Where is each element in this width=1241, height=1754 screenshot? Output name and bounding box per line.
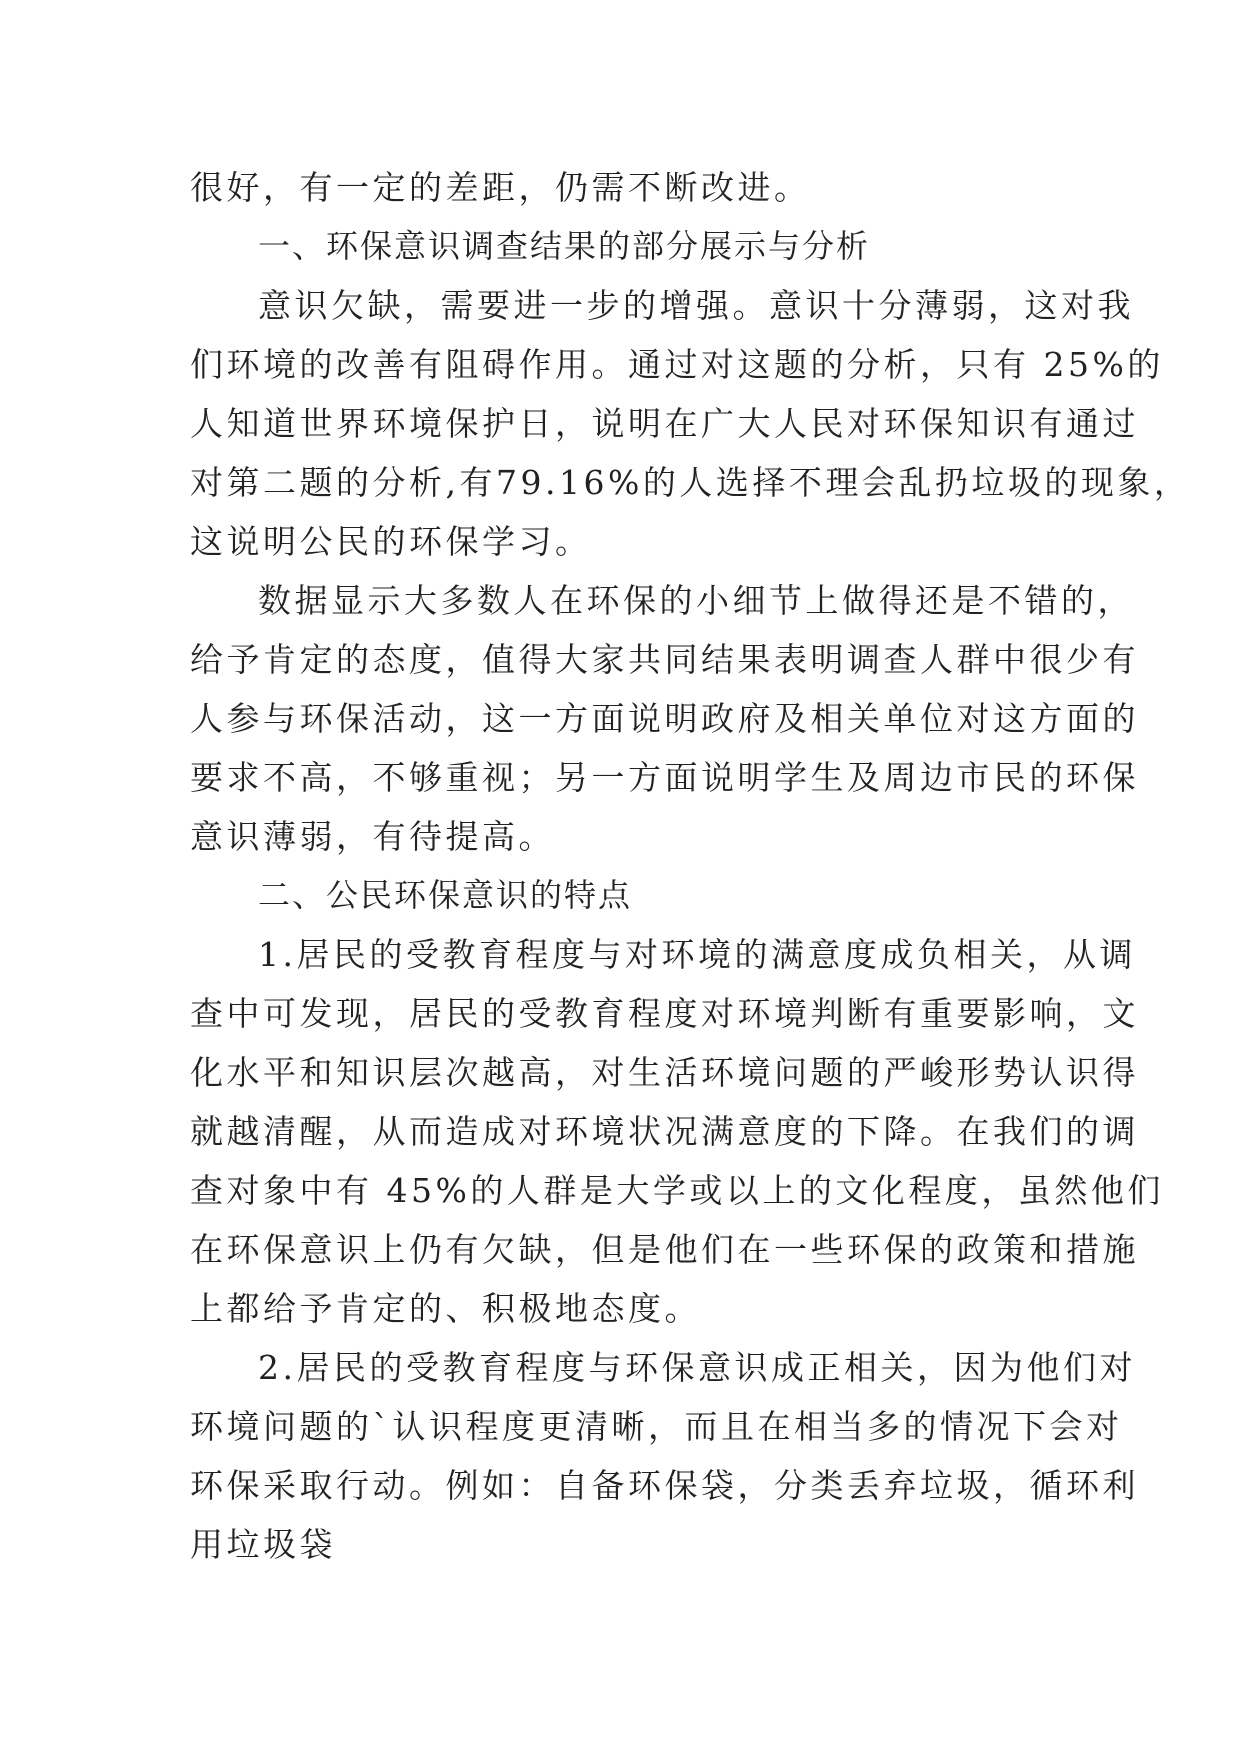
body-text: [190, 158, 1191, 1574]
text-line: 就越清醒，从而造成对环境状况满意度的下降。在我们的调: [190, 1112, 1139, 1151]
text-line: 人参与环保活动，这一方面说明政府及相关单位对这方面的: [190, 699, 1139, 738]
text-line: 在环保意识上仍有欠缺，但是他们在一些环保的政策和措施: [190, 1230, 1139, 1269]
text-line: 查对象中有 45%的人群是大学或以上的文化程度，虽然他们: [190, 1171, 1164, 1210]
section-heading-2: 二、公民环保意识的特点: [258, 876, 633, 914]
text-line: 化水平和知识层次越高，对生活环境问题的严峻形势认识得: [190, 1053, 1139, 1092]
text-line: 数据显示大多数人在环保的小细节上做得还是不错的，: [258, 581, 1134, 620]
text-line: 这说明公民的环保学习。: [190, 522, 592, 561]
text-line: 对第二题的分析,有79.16%的人选择不理会乱扔垃圾的现象，: [190, 463, 1191, 502]
text-line: 用垃圾袋: [190, 1525, 336, 1564]
text-line: 们环境的改善有阻碍作用。通过对这题的分析，只有 25%的: [190, 345, 1164, 384]
text-line: 环境问题的`认识程度更清晰，而且在相当多的情况下会对: [190, 1407, 1123, 1446]
text-line: 查中可发现，居民的受教育程度对环境判断有重要影响，文: [190, 994, 1139, 1033]
text-line: 1.居民的受教育程度与对环境的满意度成负相关，从调: [258, 935, 1136, 974]
text-line: 环保采取行动。例如：自备环保袋，分类丢弃垃圾，循环利: [190, 1466, 1139, 1505]
text-line: 给予肯定的态度，值得大家共同结果表明调查人群中很少有: [190, 640, 1139, 679]
text-line: 意识薄弱，有待提高。: [190, 817, 555, 856]
text-line: 人知道世界环境保护日，说明在广大人民对环保知识有通过: [190, 404, 1139, 443]
text-line: 要求不高，不够重视；另一方面说明学生及周边市民的环保: [190, 758, 1139, 797]
text-line: 意识欠缺，需要进一步的增强。意识十分薄弱，这对我: [258, 286, 1134, 325]
text-line: 2.居民的受教育程度与环保意识成正相关，因为他们对: [258, 1348, 1136, 1387]
text-line: 很好，有一定的差距，仍需不断改进。: [190, 168, 811, 207]
section-heading-1: 一、环保意识调查结果的部分展示与分析: [258, 227, 871, 265]
text-line: 上都给予肯定的、积极地态度。: [190, 1289, 701, 1328]
